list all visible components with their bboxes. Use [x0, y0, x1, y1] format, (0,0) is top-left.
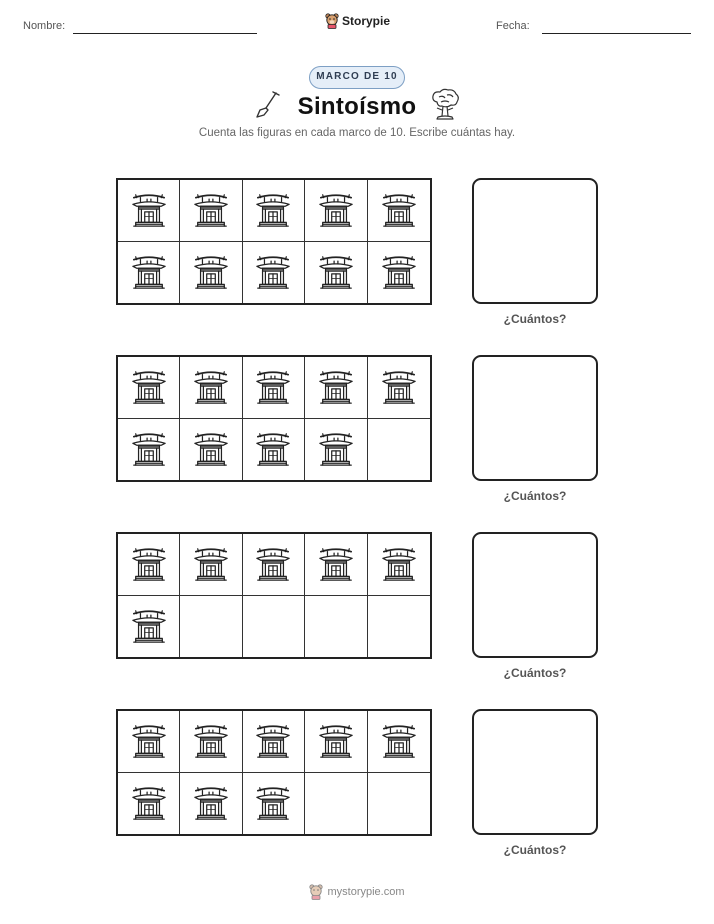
- shinto-shrine-icon: [130, 784, 168, 822]
- name-label: Nombre:: [23, 20, 66, 32]
- shinto-shrine-icon: [317, 545, 355, 583]
- ten-frame-cell: [118, 534, 180, 596]
- ten-frame-cell: [243, 773, 305, 835]
- ten-frame: [116, 709, 432, 836]
- ten-frame-cell: [305, 242, 367, 304]
- ten-frame-cell: [243, 180, 305, 242]
- ten-frame: [116, 355, 432, 482]
- answer-box[interactable]: [472, 709, 598, 835]
- shinto-shrine-icon: [380, 368, 418, 406]
- shinto-shrine-icon: [380, 253, 418, 291]
- bear-mascot-icon: [309, 884, 323, 900]
- shinto-shrine-icon: [317, 722, 355, 760]
- ten-frame-cell: [368, 242, 430, 304]
- worksheet-title: Sintoísmo: [297, 93, 417, 120]
- ten-frame-cell: [243, 419, 305, 481]
- ten-frame-cell: [368, 419, 430, 481]
- shinto-shrine-icon: [130, 191, 168, 229]
- ten-frame-cell: [118, 180, 180, 242]
- shinto-shrine-icon: [380, 722, 418, 760]
- ten-frame-cell: [305, 534, 367, 596]
- brand-name: Storypie: [342, 14, 391, 28]
- ten-frame-cell: [305, 711, 367, 773]
- instructions: Cuenta las figuras en cada marco de 10. Escribe cuántas hay.: [198, 127, 516, 139]
- ten-frame-cell: [118, 242, 180, 304]
- ten-frame-cell: [368, 180, 430, 242]
- bear-mascot-icon: [325, 13, 339, 29]
- ten-frame-cell: [180, 534, 242, 596]
- ten-frame-cell: [118, 596, 180, 658]
- ten-frame-cell: [180, 242, 242, 304]
- shinto-shrine-icon: [254, 368, 292, 406]
- ten-frame-cell: [305, 419, 367, 481]
- ten-frame-cell: [368, 711, 430, 773]
- shinto-shrine-icon: [192, 191, 230, 229]
- answer-box[interactable]: [472, 355, 598, 481]
- footer-url: mystorypie.com: [327, 886, 405, 898]
- shinto-shrine-icon: [254, 191, 292, 229]
- shinto-shrine-icon: [380, 191, 418, 229]
- how-many-label: ¿Cuántos?: [503, 843, 567, 857]
- shinto-shrine-icon: [130, 253, 168, 291]
- shinto-shrine-icon: [317, 430, 355, 468]
- how-many-label: ¿Cuántos?: [503, 312, 567, 326]
- ten-frame-cell: [368, 357, 430, 419]
- date-line[interactable]: [542, 33, 691, 34]
- shinto-shrine-icon: [254, 722, 292, 760]
- ten-frame-cell: [180, 711, 242, 773]
- how-many-label: ¿Cuántos?: [503, 666, 567, 680]
- sacred-tree-icon: [429, 88, 461, 122]
- shinto-shrine-icon: [192, 253, 230, 291]
- shinto-shrine-icon: [130, 430, 168, 468]
- shinto-shrine-icon: [317, 253, 355, 291]
- ten-frame-cell: [305, 773, 367, 835]
- shinto-shrine-icon: [192, 722, 230, 760]
- shinto-shrine-icon: [254, 253, 292, 291]
- ten-frame-cell: [305, 596, 367, 658]
- ten-frame-cell: [180, 596, 242, 658]
- date-label: Fecha:: [496, 20, 530, 32]
- how-many-label: ¿Cuántos?: [503, 489, 567, 503]
- ten-frame-cell: [305, 357, 367, 419]
- ten-frame-cell: [368, 534, 430, 596]
- worksheet-type-badge: MARCO DE 10: [309, 66, 405, 89]
- brand-logo: [325, 13, 390, 29]
- ten-frame-cell: [180, 419, 242, 481]
- shinto-shrine-icon: [192, 784, 230, 822]
- ten-frame-cell: [118, 711, 180, 773]
- ten-frame-cell: [243, 534, 305, 596]
- shinto-shrine-icon: [317, 191, 355, 229]
- ten-frame-cell: [243, 596, 305, 658]
- shinto-shrine-icon: [192, 368, 230, 406]
- ten-frame-cell: [368, 596, 430, 658]
- ten-frame-cell: [243, 242, 305, 304]
- shinto-shrine-icon: [192, 545, 230, 583]
- shinto-shrine-icon: [317, 368, 355, 406]
- answer-box[interactable]: [472, 532, 598, 658]
- ten-frame: [116, 178, 432, 305]
- shinto-shrine-icon: [192, 430, 230, 468]
- ten-frame-cell: [243, 357, 305, 419]
- ten-frame-cell: [368, 773, 430, 835]
- shinto-shrine-icon: [254, 545, 292, 583]
- name-line[interactable]: [73, 33, 257, 34]
- ten-frame-cell: [305, 180, 367, 242]
- shinto-shrine-icon: [130, 545, 168, 583]
- ten-frame-cell: [118, 419, 180, 481]
- shinto-shrine-icon: [130, 368, 168, 406]
- footer: [0, 884, 714, 900]
- shinto-shrine-icon: [380, 545, 418, 583]
- ten-frame-cell: [180, 773, 242, 835]
- ten-frame-cell: [118, 773, 180, 835]
- shinto-shrine-icon: [130, 607, 168, 645]
- ten-frame-cell: [118, 357, 180, 419]
- shinto-shrine-icon: [254, 430, 292, 468]
- ten-frame-cell: [243, 711, 305, 773]
- shinto-shrine-icon: [130, 722, 168, 760]
- shinto-shrine-icon: [254, 784, 292, 822]
- answer-box[interactable]: [472, 178, 598, 304]
- ten-frame-cell: [180, 180, 242, 242]
- ten-frame: [116, 532, 432, 659]
- ten-frame-cell: [180, 357, 242, 419]
